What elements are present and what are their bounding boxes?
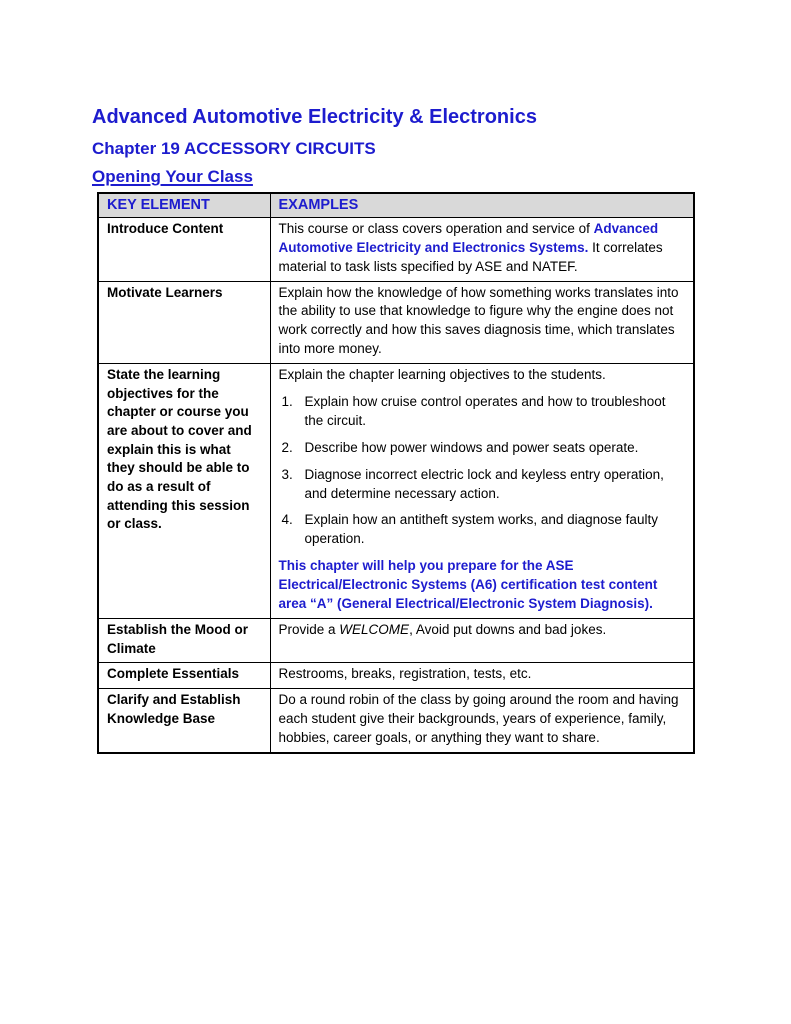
page-content: [92, 106, 700, 754]
list-text: [305, 393, 686, 431]
key-element-cell: Complete Essentials: [98, 663, 270, 689]
text-segment: Restrooms, breaks, registration, tests, etc.: [278, 666, 532, 682]
paragraph: [279, 220, 686, 277]
table-row: [98, 618, 694, 662]
paragraph: [279, 691, 686, 748]
list-number: 4.: [281, 512, 293, 528]
table-row: [98, 689, 694, 753]
examples-cell: [270, 618, 694, 662]
text-segment: Provide a: [278, 621, 340, 637]
list-item: [279, 511, 686, 549]
text-segment: Explain how cruise control operates and how to troubleshoot the circuit.: [304, 394, 666, 428]
table-body: [98, 217, 694, 752]
lesson-table: [97, 192, 695, 754]
text-segment: This chapter will help you prepare for the ASE Electrical/Electronic Systems (A6) certification test content area “A” (General Electrical/Electronic System Diagnosis).: [278, 558, 658, 612]
key-element-cell: Establish the Mood or Climate: [98, 618, 270, 662]
paragraph: [279, 665, 686, 684]
text-segment: Advanced Automotive Electricity and Electronics Systems.: [278, 220, 659, 255]
text-segment: Diagnose incorrect electric lock and keyless entry operation, and determine necessary action.: [304, 466, 664, 501]
examples-cell: [270, 281, 694, 364]
table-header-row: [98, 193, 694, 218]
text-segment: Explain how an antitheft system works, and diagnose faulty operation.: [304, 512, 658, 547]
text-segment: WELCOME: [339, 621, 410, 637]
text-segment: This course or class covers operation and service of: [278, 220, 594, 236]
paragraph: [279, 557, 686, 614]
examples-cell: [270, 364, 694, 619]
table-header-examples: EXAMPLES: [270, 193, 694, 218]
paragraph: [279, 366, 686, 385]
text-segment: Explain how the knowledge of how something works translates into the ability to use that knowledge to figure why the engine does not work correctly and how this saves diagnosis time, which translates into more money.: [278, 284, 679, 357]
section-heading: Opening Your Class: [92, 167, 253, 187]
examples-cell: [270, 689, 694, 753]
list-item: [279, 466, 686, 504]
list-text: [305, 439, 686, 458]
table-row: [98, 217, 694, 281]
paragraph: [279, 621, 686, 640]
list-item: [279, 439, 686, 458]
table-row: [98, 663, 694, 689]
list-number: 2.: [281, 439, 293, 455]
text-segment: Describe how power windows and power seats operate.: [304, 439, 639, 455]
key-element-cell: Clarify and Establish Knowledge Base: [98, 689, 270, 753]
paragraph: [279, 284, 686, 360]
table-row: [98, 364, 694, 619]
table-row: [98, 281, 694, 364]
table-header-key-element: KEY ELEMENT: [98, 193, 270, 218]
examples-cell: [270, 663, 694, 689]
text-segment: , Avoid put downs and bad jokes.: [409, 621, 607, 637]
chapter-heading: Chapter 19 ACCESSORY CIRCUITS: [92, 139, 376, 158]
text-segment: Do a round robin of the class by going around the room and having each student give their backgrounds, years of experience, family, hobbies, career goals, or anything they want to share.: [278, 692, 679, 745]
list-number: 3.: [281, 466, 293, 482]
text-segment: It correlates material to task lists specified by ASE and NATEF.: [278, 239, 663, 274]
text-segment: Explain the chapter learning objectives to the students.: [278, 367, 606, 383]
examples-cell: [270, 217, 694, 281]
key-element-cell: State the learning objectives for the chapter or course you are about to cover and explain this is what they should be able to do as a result of attending this session or class.: [98, 364, 270, 619]
list-text: [305, 466, 686, 504]
list-item: [279, 393, 686, 431]
list-number: 1.: [281, 394, 293, 410]
page-title: Advanced Automotive Electricity & Electronics: [92, 106, 537, 128]
key-element-cell: Motivate Learners: [98, 281, 270, 364]
list-text: [305, 511, 686, 549]
key-element-cell: Introduce Content: [98, 217, 270, 281]
